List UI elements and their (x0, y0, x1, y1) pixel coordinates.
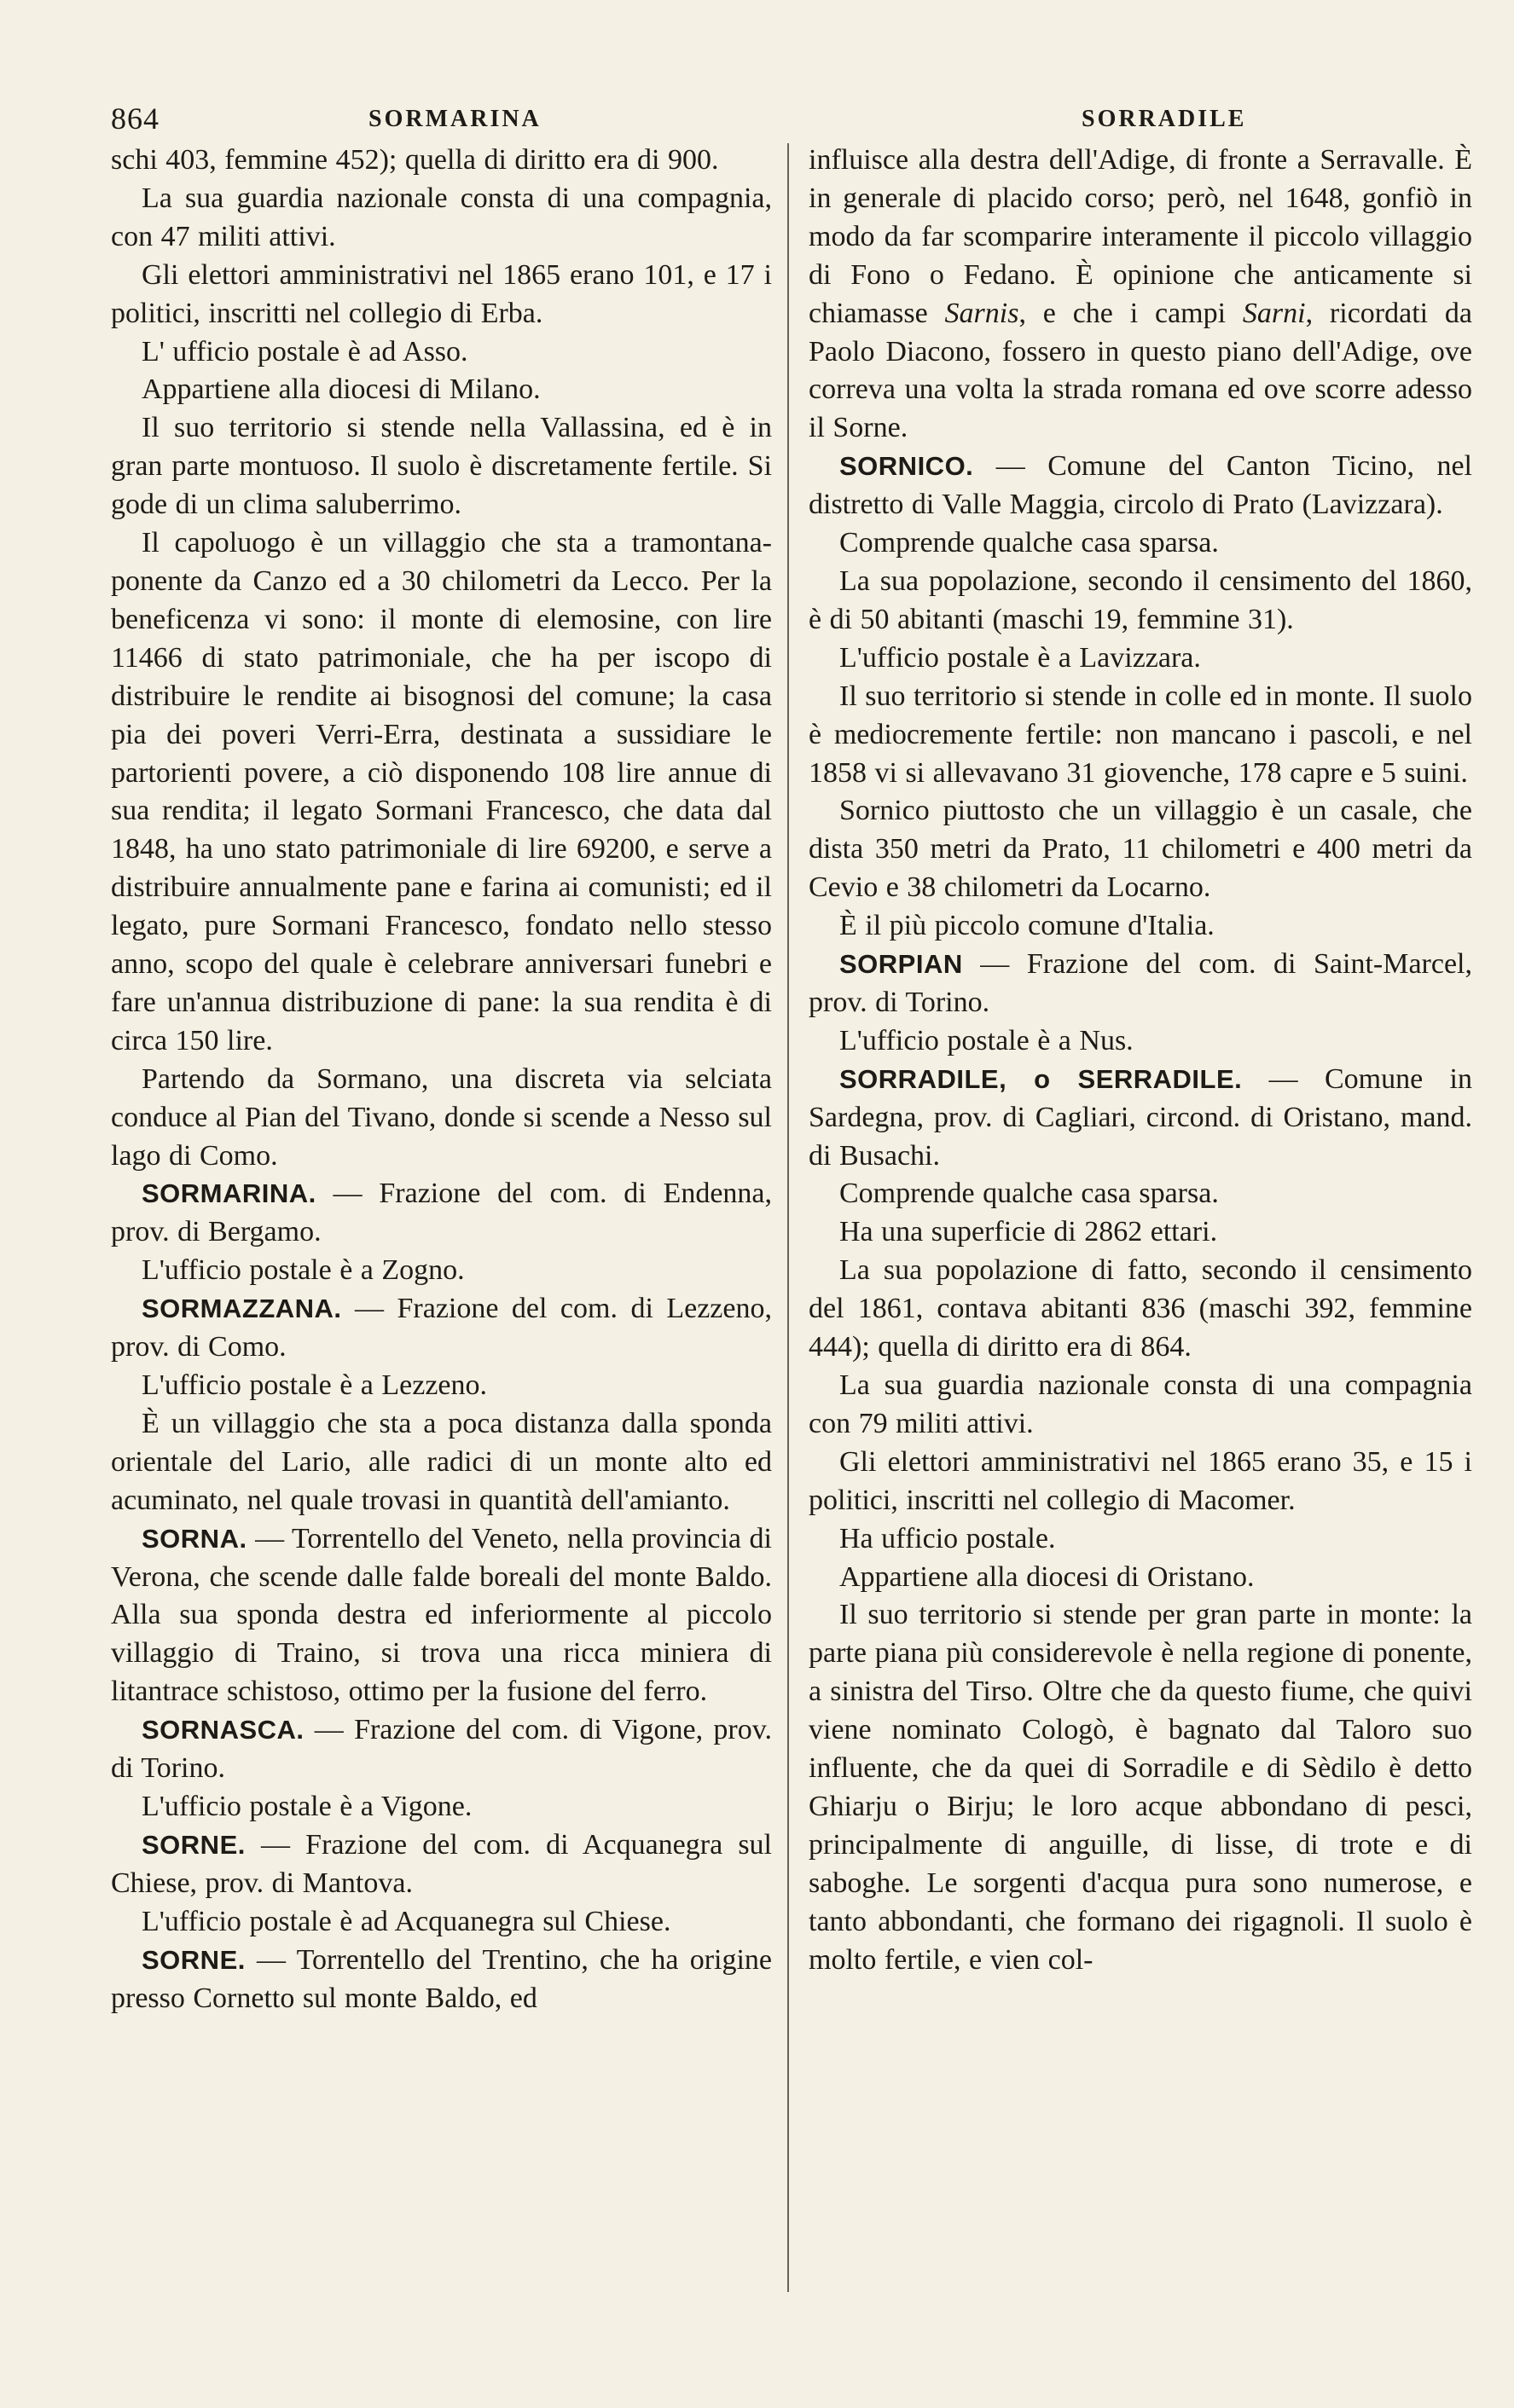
entry-headword: SORNE. (142, 1829, 246, 1860)
paragraph-text: — Frazione del com. di Saint-Marcel, prov. di Torino. (809, 948, 1472, 1018)
paragraph (809, 946, 1472, 1022)
running-head-left: SORMARINA (368, 106, 542, 132)
entry-headword: SORMAZZANA. (142, 1294, 342, 1324)
paragraph-text: Ha ufficio postale. (839, 1522, 1056, 1554)
left-column (111, 142, 772, 2017)
paragraph (111, 409, 772, 524)
paragraph (111, 1903, 772, 1942)
paragraph-text: Appartiene alla diocesi di Oristano. (839, 1560, 1255, 1593)
paragraph-text: Il capoluogo è un villaggio che sta a tramontana-ponente da Canzo ed a 30 chilometri da Lecco. Per la beneficenza vi sono: il monte di elemosine, con lire 11466 di stato patrimoniale, che ha per iscopo di distribuire le rendite ai bisognosi del comune; la casa pia dei poveri Verri-Erra, destinata a sussidiare le partorienti povere, a ciò disponendo 108 lire annue di sua rendita; il legato Sormani Francesco, che data dal 1848, ha uno stato patrimoniale di lire 69200, e serve a distribuire annualmente pane e farina ai comunisti; ed il legato, pure Sormani Francesco, fondato nello stesso anno, scopo del quale è celebrare anniversari funebri e fare un'annua distribuzione di pane: la sua rendita è di circa 150 lire. (111, 527, 772, 1056)
paragraph (809, 1022, 1472, 1061)
paragraph-text: — Comune in Sardegna, prov. di Cagliari, circond. di Oristano, mand. di Busachi. (809, 1062, 1472, 1172)
paragraph-text: Gli elettori amministrativi nel 1865 erano 35, e 15 i politici, inscritti nel collegio di Macomer. (809, 1445, 1472, 1516)
paragraph (111, 257, 772, 333)
paragraph (111, 1061, 772, 1176)
paragraph-text: — Torrentello del Veneto, nella provincia di Verona, che scende dalle falde boreali del monte Baldo. Alla sua sponda destra ed inferiormente al piccolo villaggio di Traino, si trova una ricca miniera di litantrace schistoso, ottimo per la fusione del ferro. (111, 1522, 772, 1708)
entry-headword: SORMARINA. (142, 1178, 316, 1209)
paragraph (809, 1213, 1472, 1252)
paragraph (809, 640, 1472, 678)
paragraph (809, 142, 1472, 448)
paragraph (111, 333, 772, 372)
entry-headword: SORNASCA. (142, 1715, 305, 1745)
paragraph-text: Partendo da Sormano, una discreta via selciata conduce al Pian del Tivano, donde si scende a Nesso sul lago di Como. (111, 1062, 772, 1172)
paragraph-text: Gli elettori amministrativi nel 1865 erano 101, e 17 i politici, inscritti nel collegio di Erba. (111, 258, 772, 329)
paragraph-text: Sornico piuttosto che un villaggio è un casale, che dista 350 metri da Prato, 11 chilometri e 400 metri da Cevio e 38 chilometri da Locarno. (809, 795, 1472, 904)
paragraph (809, 563, 1472, 640)
paragraph-text: La sua guardia nazionale consta di una compagnia con 79 militi attivi. (809, 1369, 1472, 1439)
paragraph-text: — Frazione del com. di Endenna, prov. di Bergamo. (111, 1178, 772, 1248)
paragraph (111, 1405, 772, 1520)
paragraph (111, 371, 772, 409)
paragraph-text: È il più piccolo comune d'Italia. (839, 910, 1215, 942)
paragraph-text: — Frazione del com. di Lezzeno, prov. di Como. (111, 1293, 772, 1363)
paragraph (111, 1826, 772, 1903)
paragraph-text: L'ufficio postale è a Zogno. (142, 1254, 465, 1287)
paragraph (111, 142, 772, 180)
running-head-right: SORRADILE (1082, 106, 1247, 132)
paragraph-text: — Torrentello del Trentino, che ha origine presso Cornetto sul monte Baldo, ed (111, 1943, 772, 2014)
paragraph-text: L'ufficio postale è a Vigone. (142, 1790, 473, 1822)
paragraph-text: Appartiene alla diocesi di Milano. (142, 373, 541, 406)
page-number: 864 (111, 101, 160, 136)
paragraph (111, 1520, 772, 1712)
paragraph-text: Comprende qualche casa sparsa. (839, 527, 1219, 559)
paragraph-text: Comprende qualche casa sparsa. (839, 1178, 1219, 1210)
paragraph (809, 1559, 1472, 1597)
entry-headword: SORNE. (142, 1944, 246, 1975)
paragraph (111, 1175, 772, 1252)
paragraph (809, 678, 1472, 793)
paragraph-text: L'ufficio postale è ad Acquanegra sul Chiese. (142, 1905, 671, 1937)
paragraph-text: L' ufficio postale è ad Asso. (142, 335, 468, 368)
paragraph-text: È un villaggio che sta a poca distanza dalla sponda orientale del Lario, alle radici di un monte alto ed acuminato, nel quale trovasi in quantità dell'amianto. (111, 1407, 772, 1516)
paragraph (111, 1788, 772, 1826)
paragraph (111, 1367, 772, 1405)
paragraph (809, 1520, 1472, 1559)
paragraph-text: — Frazione del com. di Vigone, prov. di Torino. (111, 1714, 772, 1785)
entry-headword: SORNICO. (839, 451, 974, 482)
right-column (809, 142, 1472, 1980)
paragraph-text: Il suo territorio si stende in colle ed in monte. Il suolo è mediocremente fertile: non mancano i pascoli, e nel 1858 vi si allevavano 31 giovenche, 178 capre e 5 suini. (809, 680, 1472, 789)
paragraph-text: Ha una superficie di 2862 ettari. (839, 1216, 1218, 1248)
paragraph (809, 792, 1472, 907)
paragraph (809, 448, 1472, 524)
paragraph-text: Il suo territorio si stende per gran parte in monte: la parte piana più considerevole è nella regione di ponente, a sinistra del Tirso. Oltre che da questo fiume, che quivi viene nominato Cologò, è bagnato dal Taloro suo influente, che da quei di Sorradile e di Sèdilo è detto Ghiarju o Birju; le loro acque abbondano di pesci, principalmente di anguille, di lisse, di trote e di saboghe. Le sorgenti d'acqua pura sono numerose, e tanto abbondanti, che formano dei rigagnoli. Il suolo è molto fertile, e vien col- (809, 1599, 1472, 1976)
paragraph-text: La sua guardia nazionale consta di una compagnia, con 47 militi attivi. (111, 182, 772, 252)
paragraph-text: L'ufficio postale è a Lavizzara. (839, 641, 1201, 674)
paragraph-text: schi 403, femmine 452); quella di diritto era di 900. (111, 144, 719, 176)
paragraph (809, 1061, 1472, 1176)
paragraph (809, 524, 1472, 563)
paragraph (809, 907, 1472, 946)
paragraph (111, 1711, 772, 1788)
column-divider (787, 143, 789, 2292)
paragraph (809, 1175, 1472, 1213)
paragraph-text: — Frazione del com. di Acquanegra sul Chiese, prov. di Mantova. (111, 1828, 772, 1899)
paragraph (111, 180, 772, 257)
paragraph-text: La sua popolazione di fatto, secondo il censimento del 1861, contava abitanti 836 (maschi 392, femmine 444); quella di diritto era di 864. (809, 1254, 1472, 1363)
entry-headword: SORRADILE, o SERRADILE. (839, 1063, 1243, 1094)
paragraph-text: La sua popolazione, secondo il censimento del 1860, è di 50 abitanti (maschi 19, femmine 31). (809, 564, 1472, 635)
entry-headword: SORPIAN (839, 949, 963, 980)
paragraph (111, 1290, 772, 1367)
entry-headword: SORNA. (142, 1523, 247, 1554)
paragraph-text: Il suo territorio si stende nella Vallassina, ed è in gran parte montuoso. Il suolo è discretamente fertile. Si gode di un clima saluberrimo. (111, 412, 772, 521)
paragraph-text: L'ufficio postale è a Lezzeno. (142, 1369, 488, 1401)
page-header (0, 101, 1514, 143)
paragraph (809, 1252, 1472, 1367)
paragraph (111, 524, 772, 1061)
paragraph (111, 1252, 772, 1290)
paragraph (809, 1596, 1472, 1979)
paragraph (809, 1367, 1472, 1444)
paragraph-text: influisce alla destra dell'Adige, di fronte a Serravalle. È in generale di placido corso; però, nel 1648, gonfiò in modo da far scomparire interamente il piccolo villaggio di Fono o Fedano. È opinione che anticamente si chiamasse Sarnis, e che i campi Sarni, ricordati da Paolo Diacono, fossero in questo piano dell'Adige, ove correva una volta la strada romana ed ove scorre adesso il Sorne. (809, 144, 1473, 444)
paragraph-text: — Comune del Canton Ticino, nel distretto di Valle Maggia, circolo di Prato (Lavizzara). (809, 450, 1472, 521)
paragraph (809, 1444, 1472, 1520)
paragraph-text: L'ufficio postale è a Nus. (839, 1024, 1134, 1056)
paragraph (111, 1942, 772, 2018)
